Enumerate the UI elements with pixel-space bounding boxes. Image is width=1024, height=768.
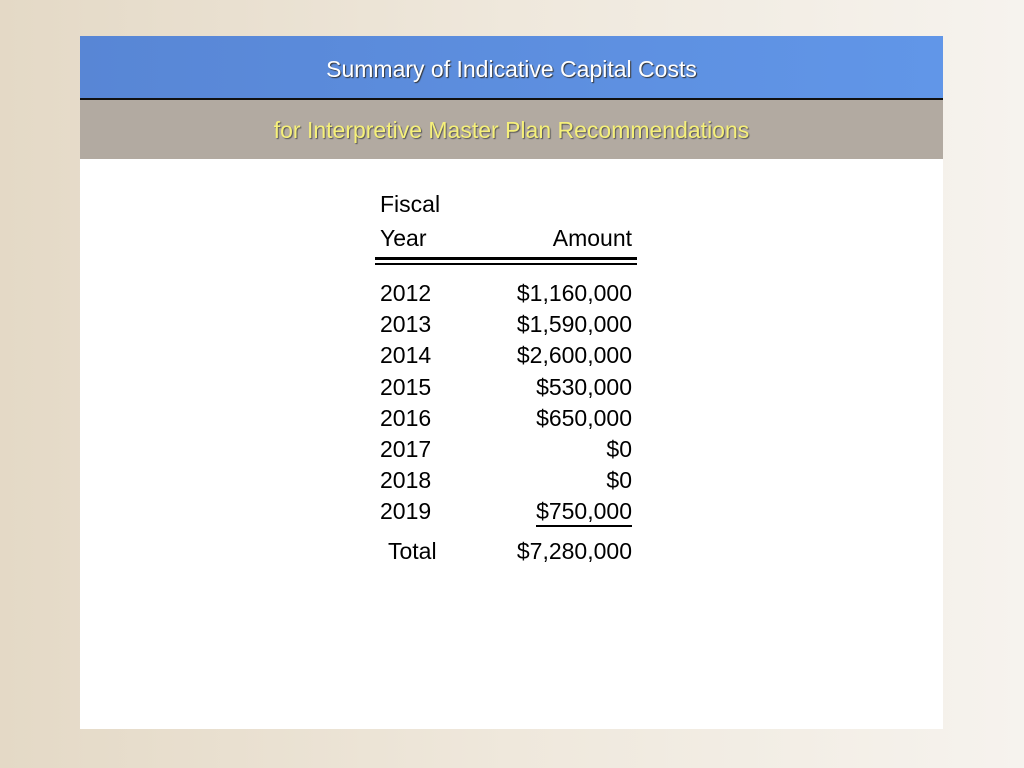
header-double-rule <box>375 257 637 265</box>
row-amount: $0 <box>606 435 632 462</box>
table-row <box>375 342 637 373</box>
slide-title: Summary of Indicative Capital Costs <box>80 36 943 100</box>
row-year: 2012 <box>380 280 432 306</box>
row-amount: $650,000 <box>536 404 632 431</box>
row-amount: $750,000 <box>536 498 632 527</box>
table-row <box>375 280 637 311</box>
row-amount: $0 <box>606 467 632 494</box>
table-row <box>375 467 637 498</box>
table-row <box>375 311 637 342</box>
row-amount: $2,600,000 <box>516 342 632 369</box>
table-header <box>375 191 637 263</box>
row-amount: $530,000 <box>536 373 632 400</box>
row-year: 2019 <box>380 498 432 525</box>
row-year: 2017 <box>380 435 432 462</box>
total-label: Total <box>388 537 437 564</box>
row-year: 2016 <box>380 404 432 431</box>
row-amount: $1,590,000 <box>516 311 632 338</box>
table-row <box>375 374 637 405</box>
header-amount: Amount <box>552 225 632 251</box>
slide-subtitle: for Interpretive Master Plan Recommendations <box>80 100 943 159</box>
slide <box>80 36 943 729</box>
header-fiscal: Fiscal <box>380 191 441 217</box>
table-row <box>375 436 637 467</box>
header-year: Year <box>380 225 427 251</box>
row-year: 2014 <box>380 342 432 369</box>
table-body <box>375 280 637 530</box>
row-amount: $1,160,000 <box>516 280 632 306</box>
row-year: 2013 <box>380 311 432 338</box>
table-row <box>375 405 637 436</box>
row-year: 2015 <box>380 373 432 400</box>
total-amount: $7,280,000 <box>516 537 632 564</box>
total-row <box>375 538 637 569</box>
cost-table <box>375 191 637 569</box>
table-row <box>375 498 637 529</box>
row-year: 2018 <box>380 467 432 494</box>
